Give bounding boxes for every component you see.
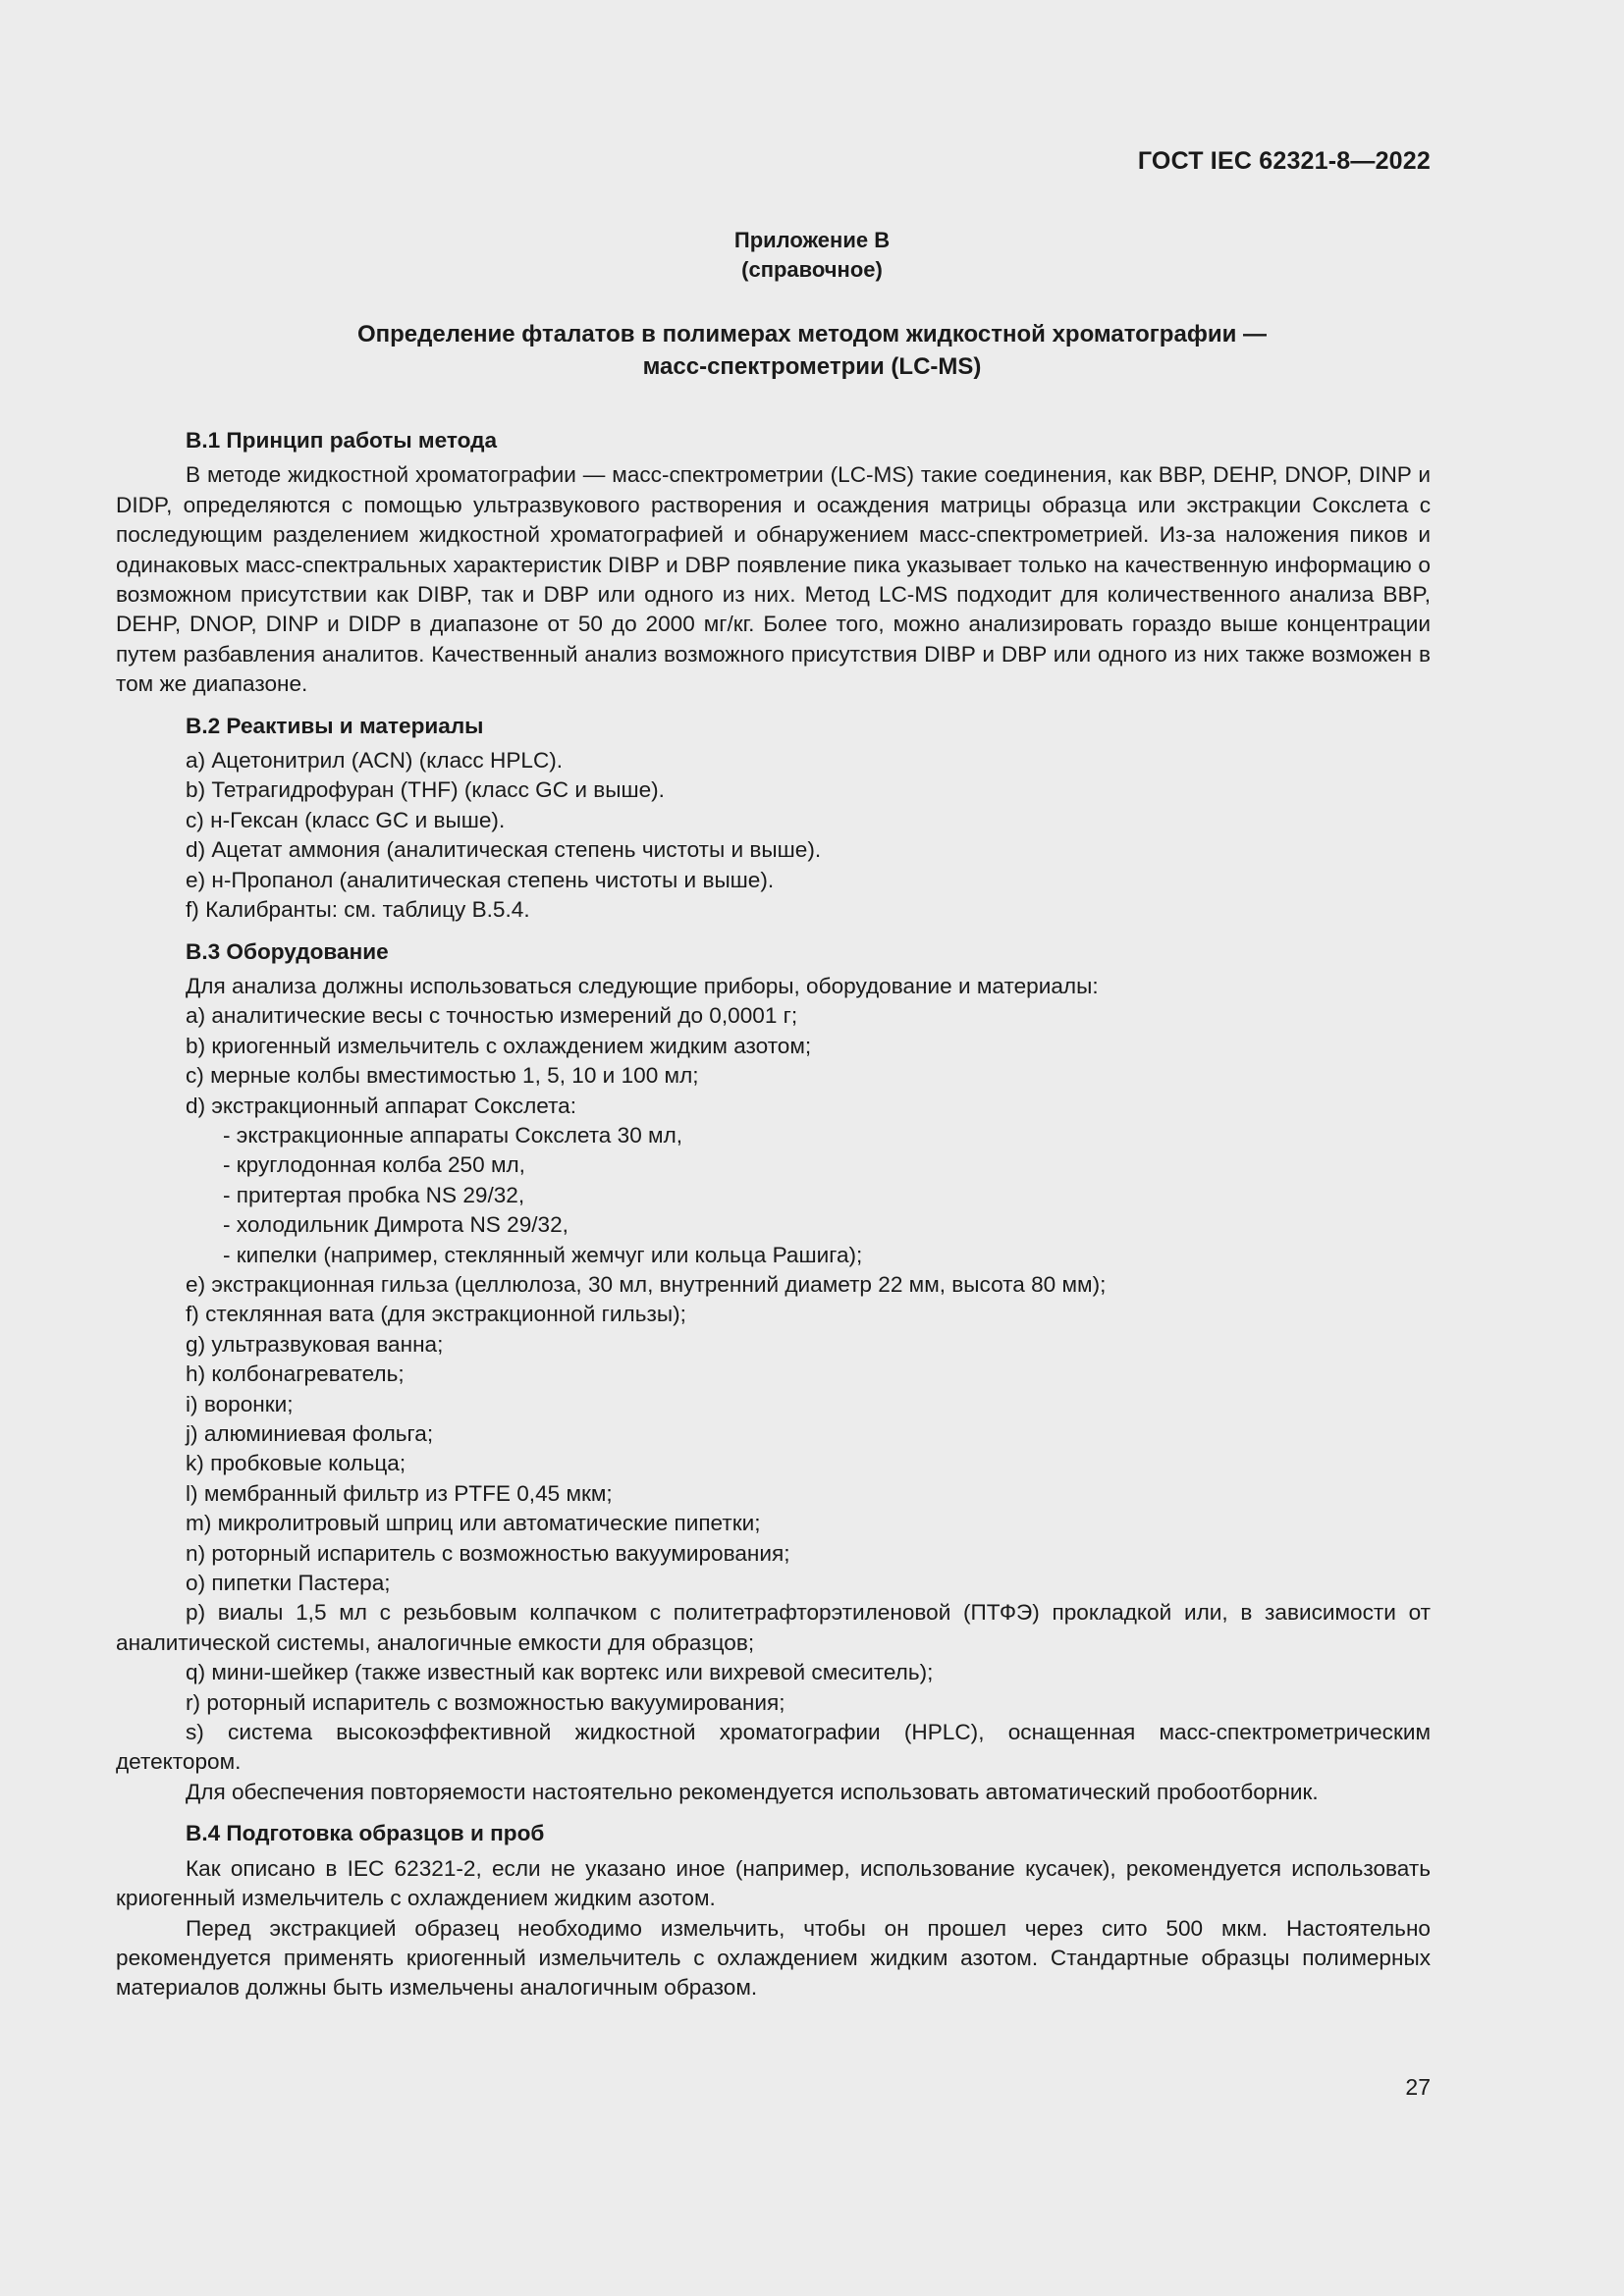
list-item: e) н-Пропанол (аналитическая степень чистоты и выше). [186, 867, 775, 892]
list-item: p) виалы 1,5 мл с резьбовым колпачком с политетрафторэтиленовой (ПТФЭ) прокладкой или, в зависимости от аналитической системы, аналогичные емкости для образцов; [116, 1600, 1431, 1655]
sub-list-item: - экстракционные аппараты Сокслета 30 мл, [223, 1122, 683, 1148]
section-b4-paragraph: Перед экстракцией образец необходимо измельчить, чтобы он прошел через сито 500 мкм. Настоятельно рекомендуется применять криогенный измельчитель с охлаждением жидким азотом. Стандартные образцы полимерных материалов должны быть измельчены аналогичным образом. [116, 1915, 1431, 2001]
section-b3-note: Для обеспечения повторяемости настоятельно рекомендуется использовать автоматический пробоотборник. [186, 1779, 1319, 1804]
sub-list-item: - круглодонная колба 250 мл, [223, 1152, 525, 1178]
list-item: q) мини-шейкер (также известный как вортекс или вихревой смеситель); [186, 1660, 934, 1685]
list-item: e) экстракционная гильза (целлюлоза, 30 мл, внутренний диаметр 22 мм, высота 80 мм); [186, 1271, 1107, 1297]
document-title-line2: масс-спектрометрии (LC-MS) [642, 353, 982, 380]
section-b3-intro: Для анализа должны использоваться следующие приборы, оборудование и материалы: [186, 973, 1099, 998]
document-title [0, 318, 1624, 383]
sub-list-item: - кипелки (например, стеклянный жемчуг или кольца Рашига); [223, 1242, 863, 1267]
appendix-title: Приложение В [733, 228, 891, 252]
appendix-type: (справочное) [741, 257, 883, 282]
list-item: j) алюминиевая фольга; [186, 1421, 434, 1446]
list-item: f) Калибранты: см. таблицу В.5.4. [186, 897, 530, 923]
list-item: a) Ацетонитрил (ACN) (класс HPLC). [186, 748, 564, 774]
list-item: m) микролитровый шприц или автоматические пипетки; [186, 1511, 761, 1536]
standard-code: ГОСТ IEC 62321-8—2022 [1137, 147, 1431, 175]
document-body [116, 426, 1431, 2003]
list-item: d) экстракционный аппарат Сокслета: [186, 1093, 577, 1118]
section-b1-paragraph: В методе жидкостной хроматографии — масс-спектрометрии (LC-MS) такие соединения, как BBP, DEHP, DNOP, DINP и DIDP, определяются с помощью ультразвукового растворения и осаждения матрицы образца или экстракции Сокслета с последующим разделением жидкостной хроматографией и обнаружением масс-спектрометрией. Из-за наложения пиков и одинаковых масс-спектральных характеристик DIBP и DBP появление пика указывает только на качественную информацию о возможном присутствии как DIBP, так и DBP или одного из них. Метод LC-MS подходит для количественного анализа BBP, DEHP, DNOP, DINP и DIDP в диапазоне от 50 до 2000 мг/кг. Более того, можно анализировать гораздо выше концентрации путем разбавления аналитов. Качественный анализ возможного присутствия DIBP и DBP или одного из них также возможен в том же диапазоне. [116, 462, 1431, 697]
list-item: a) аналитические весы с точностью измерений до 0,0001 г; [186, 1003, 798, 1029]
list-item: s) система высокоэффективной жидкостной хроматографии (HPLC), оснащенная масс-спектрометрическим детектором. [116, 1720, 1431, 1775]
sub-list-item: - притертая пробка NS 29/32, [223, 1182, 525, 1207]
list-item: b) криогенный измельчитель с охлаждением жидким азотом; [186, 1033, 812, 1058]
list-item: d) Ацетат аммония (аналитическая степень чистоты и выше). [186, 837, 822, 863]
list-item: h) колбонагреватель; [186, 1362, 405, 1387]
list-item: k) пробковые кольца; [186, 1451, 406, 1476]
section-heading-b3: В.3 Оборудование [186, 938, 389, 964]
list-item: i) воронки; [186, 1391, 294, 1416]
sub-list-item: - холодильник Димрота NS 29/32, [223, 1212, 568, 1238]
section-heading-b1: В.1 Принцип работы метода [186, 428, 498, 453]
section-heading-b4: В.4 Подготовка образцов и проб [186, 1821, 545, 1846]
list-item: r) роторный испаритель с возможностью вакуумирования; [186, 1689, 785, 1715]
list-item: l) мембранный фильтр из PTFE 0,45 мкм; [186, 1480, 613, 1506]
section-b4-paragraph: Как описано в IEC 62321-2, если не указано иное (например, использование кусачек), рекомендуется использовать криогенный измельчитель с охлаждением жидким азотом. [116, 1855, 1431, 1911]
list-item: f) стеклянная вата (для экстракционной гильзы); [186, 1302, 686, 1327]
list-item: c) мерные колбы вместимостью 1, 5, 10 и 100 мл; [186, 1063, 699, 1089]
section-heading-b2: В.2 Реактивы и материалы [186, 713, 484, 738]
list-item: o) пипетки Пастера; [186, 1571, 391, 1596]
document-title-line1: Определение фталатов в полимерах методом жидкостной хроматографии — [356, 321, 1267, 347]
appendix-heading [0, 226, 1624, 285]
list-item: g) ультразвуковая ванна; [186, 1331, 444, 1357]
list-item: c) н-Гексан (класс GC и выше). [186, 807, 506, 832]
list-item: b) Тетрагидрофуран (THF) (класс GC и выше). [186, 777, 665, 803]
page-number: 27 [1405, 2074, 1431, 2100]
list-item: n) роторный испаритель с возможностью вакуумирования; [186, 1540, 790, 1566]
